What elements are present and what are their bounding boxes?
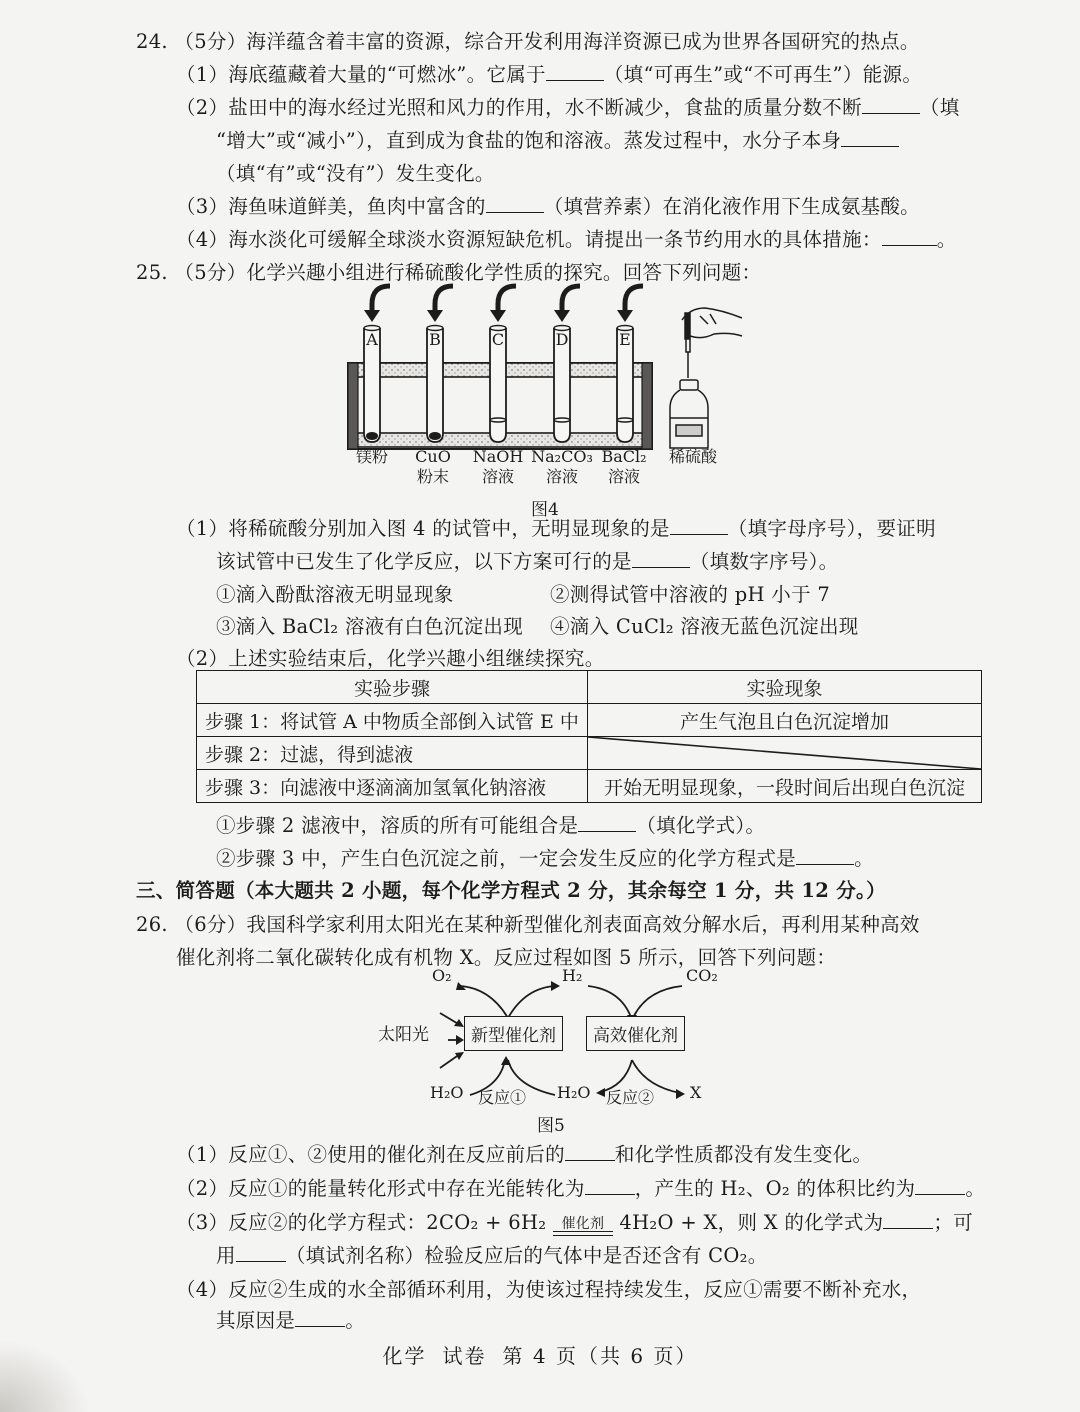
option-4: ④滴入 CuCl₂ 溶液无蓝色沉淀出现: [550, 615, 859, 638]
table-cell: 产生气泡且白色沉淀增加: [587, 704, 981, 737]
footer-subject: 化学: [382, 1344, 427, 1368]
table-header: 实验步骤: [197, 671, 588, 704]
x-label: X: [690, 1083, 702, 1102]
q25-sub1-text-b: （填化学式）。: [636, 814, 766, 837]
new-catalyst-box: 新型催化剂: [464, 1016, 563, 1051]
table-header-row: [197, 671, 982, 704]
reaction-condition: [553, 1216, 613, 1236]
efficient-catalyst-box: 高效催化剂: [586, 1016, 685, 1051]
answer-blank[interactable]: [295, 1308, 345, 1327]
answer-blank[interactable]: [862, 95, 920, 114]
q26-part4-text-c: 。: [345, 1309, 366, 1332]
tube-d-label: Na₂CO₃ 溶液: [531, 447, 593, 486]
co2-label: CO₂: [686, 966, 718, 985]
tube-letter-c: C: [491, 330, 505, 349]
table-cell: 步骤 1：将试管 A 中物质全部倒入试管 E 中: [197, 704, 588, 737]
q26-part1: [176, 1142, 872, 1168]
h2o-left-label: H₂O: [430, 1083, 464, 1102]
tube-letter-a: A: [366, 330, 378, 349]
paper-shadow: [0, 1340, 90, 1412]
footer-paper: 试卷: [442, 1344, 487, 1368]
tube-e-label: BaCl₂ 溶液: [601, 447, 647, 486]
table-cell: 开始无明显现象，一段时间后出现白色沉淀: [587, 770, 981, 803]
q24-part4-text-b: 。: [936, 228, 957, 251]
q26-part3-text-d: 用: [216, 1244, 236, 1267]
q24-part3-text-a: （3）海鱼味道鲜美，鱼肉中富含的: [176, 195, 486, 218]
q24-part3: [176, 194, 920, 220]
q26-part1-text-a: （1）反应①、②使用的催化剂在反应前后的: [176, 1143, 565, 1166]
answer-blank[interactable]: [546, 62, 604, 81]
q24-part2-cont2: （填“有”或“没有”）发生变化。: [216, 162, 495, 185]
h2-label: H₂: [562, 966, 583, 985]
q26-part4: （4）反应②生成的水全部循环利用，为使该过程持续发生，反应①需要不断补充水，: [176, 1278, 922, 1301]
q25-part1-text-b: （填字母序号），要证明: [727, 517, 936, 540]
table-row: [197, 737, 982, 770]
tube-a-label: 镁粉: [355, 447, 388, 466]
q25-sub1-text-a: ①步骤 2 滤液中，溶质的所有可能组合是: [216, 814, 579, 837]
dropper-hand-icon: [670, 308, 742, 448]
q24-part4: [176, 227, 957, 253]
option-1: ①滴入酚酞溶液无明显现象: [216, 583, 454, 606]
o2-label: O₂: [432, 966, 452, 985]
figure-5-caption: 图5: [537, 1116, 565, 1136]
q24-heading: 24. （5分）海洋蕴含着丰富的资源，综合开发利用海洋资源已成为世界各国研究的热点。: [136, 30, 920, 53]
answer-blank[interactable]: [565, 1142, 615, 1161]
q24-part2-text-b: （填: [919, 96, 960, 119]
answer-blank[interactable]: [486, 194, 544, 213]
q24-part2-text-c: “增大”或“减小”），直到成为食盐的饱和溶液。蒸发过程中，水分子本身: [216, 129, 842, 152]
q26-part3-text-b: 4H₂O + X，则 X 的化学式为: [619, 1211, 884, 1234]
q26-part1-text-b: 和化学性质都没有发生变化。: [614, 1143, 873, 1166]
answer-blank[interactable]: [578, 813, 636, 832]
q26-part3-text-c: ；可: [933, 1211, 974, 1234]
q26-part2-text-b: ，产生的 H₂、O₂ 的体积比约为: [634, 1177, 916, 1200]
answer-blank[interactable]: [882, 227, 937, 246]
q26-part4-cont: [216, 1308, 365, 1334]
q24-part1-text-a: （1）海底蕴藏着大量的“可燃冰”。它属于: [176, 63, 546, 86]
answer-blank[interactable]: [670, 516, 728, 535]
table-row: [197, 770, 982, 803]
q25-part1-text-a: （1）将稀硫酸分别加入图 4 的试管中，无明显现象的是: [176, 517, 670, 540]
q24-part1: [176, 62, 922, 88]
arrow-icons: [372, 286, 643, 312]
page-footer: [0, 1340, 1080, 1369]
q26-part2: [176, 1176, 985, 1202]
q26-part2-text-a: （2）反应①的能量转化形式中存在光能转化为: [176, 1177, 585, 1200]
tube-letter-b: B: [429, 330, 441, 349]
q26-part3: [176, 1210, 973, 1236]
q24-part2-text-a: （2）盐田中的海水经过光照和风力的作用，水不断减少，食盐的质量分数不断: [176, 96, 862, 119]
q26-heading: 26. （6分）我国科学家利用太阳光在某种新型催化剂表面高效分解水后，再利用某种高效: [136, 913, 920, 936]
q24-part4-text-a: （4）海水淡化可缓解全球淡水资源短缺危机。请提出一条节约用水的具体措施：: [176, 228, 882, 251]
table-cell: 步骤 3：向滤液中逐滴滴加氢氧化钠溶液: [197, 770, 588, 803]
catalyst-condition-text: 催化剂: [561, 1216, 605, 1232]
table-row: [197, 704, 982, 737]
experiment-table: [196, 670, 982, 803]
table-cell-slashed: [587, 737, 981, 770]
section-3-heading: 三、简答题（本大题共 2 小题，每个化学方程式 2 分，其余每空 1 分，共 12 分。）: [136, 879, 886, 902]
footer-page-number: 第 4 页（共 6 页）: [502, 1344, 698, 1368]
tube-letter-e: E: [619, 330, 631, 349]
answer-blank[interactable]: [796, 846, 854, 865]
tube-c-label: NaOH 溶液: [472, 447, 524, 486]
q26-part2-text-c: 。: [965, 1177, 986, 1200]
q25-part2: （2）上述实验结束后，化学兴趣小组继续探究。: [176, 647, 605, 670]
sunlight-label: 太阳光: [378, 1025, 429, 1045]
q25-part1-cont: [216, 549, 838, 575]
answer-blank[interactable]: [915, 1176, 965, 1195]
q25-sub2-text-a: ②步骤 3 中，产生白色沉淀之前，一定会发生反应的化学方程式是: [216, 847, 797, 870]
q24-part2-cont: [216, 128, 899, 154]
q25-sub2-text-b: 。: [854, 847, 874, 870]
q25-part1: [176, 516, 936, 542]
q24-part2: [176, 95, 960, 121]
h2o-mid-label: H₂O: [557, 1083, 591, 1102]
q25-part1-text-d: （填数字序号）。: [689, 550, 839, 573]
reaction-2-label: 反应②: [606, 1088, 655, 1107]
reaction-1-label: 反应①: [478, 1088, 527, 1107]
option-3: ③滴入 BaCl₂ 溶液有白色沉淀出现: [216, 615, 524, 638]
q26-part3-cont: [216, 1243, 768, 1269]
q26-part4-text-b: 其原因是: [216, 1309, 296, 1332]
q25-part1-text-c: 该试管中已发生了化学反应，以下方案可行的是: [216, 550, 632, 573]
figure-4-caption: 图4: [531, 500, 559, 520]
diagonal-slash: [588, 737, 981, 769]
test-tube-rack-figure: [330, 278, 760, 453]
reagent-label: 稀硫酸: [668, 447, 717, 466]
answer-blank[interactable]: [883, 1210, 933, 1229]
answer-blank[interactable]: [585, 1176, 635, 1195]
tube-letter-d: D: [555, 330, 569, 349]
table-header: 实验现象: [587, 671, 981, 704]
option-2: ②测得试管中溶液的 pH 小于 7: [550, 583, 831, 606]
q26-heading-cont: 催化剂将二氧化碳转化成有机物 X。反应过程如图 5 所示，回答下列问题：: [176, 946, 837, 969]
q25-heading: 25. （5分）化学兴趣小组进行稀硫酸化学性质的探究。回答下列问题：: [136, 261, 762, 284]
q26-part3-text-a: （3）反应②的化学方程式：2CO₂ + 6H₂: [176, 1211, 547, 1234]
tube-b-label: CuO 粉末: [415, 447, 451, 486]
q25-sub1: [216, 813, 765, 839]
answer-blank[interactable]: [632, 549, 690, 568]
answer-blank[interactable]: [236, 1243, 286, 1262]
q26-part3-text-e: （填试剂名称）检验反应后的气体中是否还含有 CO₂。: [285, 1244, 768, 1267]
answer-blank[interactable]: [841, 128, 899, 147]
table-cell: 步骤 2：过滤，得到滤液: [197, 737, 588, 770]
q25-sub2: [216, 846, 874, 872]
q24-part3-text-b: （填营养素）在消化液作用下生成氨基酸。: [543, 195, 920, 218]
q24-part1-text-b: （填“可再生”或“不可再生”）能源。: [603, 63, 923, 86]
